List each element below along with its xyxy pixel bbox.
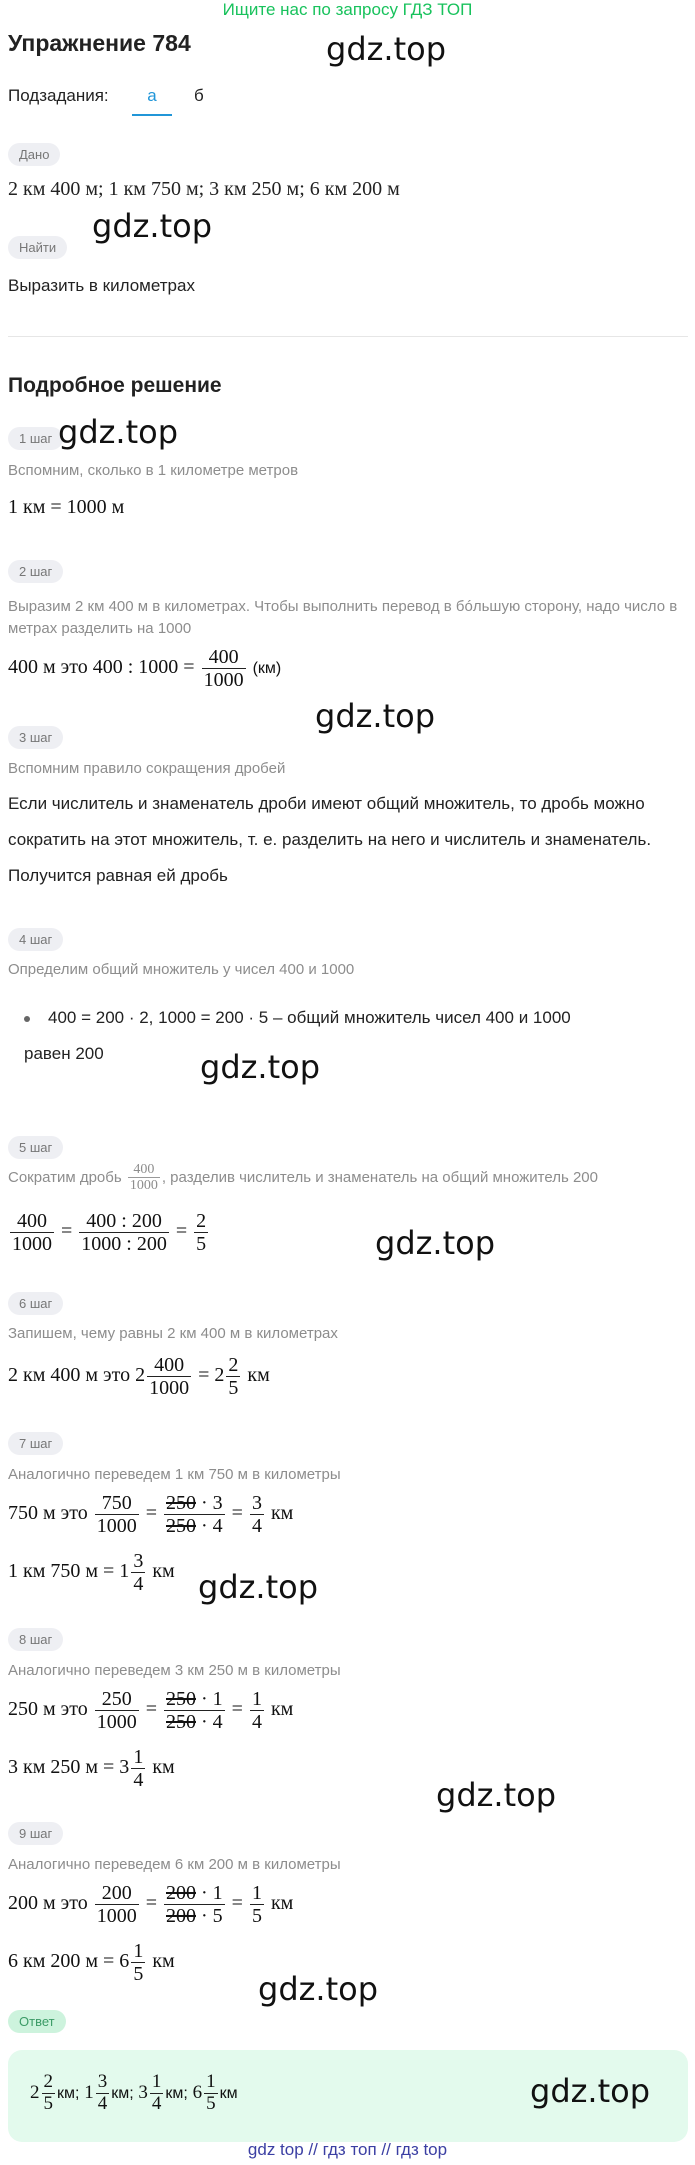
step-7-note: Аналогично переведем 1 км 750 м в километры (8, 1466, 341, 1483)
fraction-numerator (164, 1492, 225, 1515)
watermark: gdz.top (198, 1568, 319, 1606)
step-5-note-fraction (128, 1162, 160, 1194)
step-7-lead: 750 м это (8, 1502, 88, 1525)
struck-factor: 250 (166, 1711, 196, 1733)
fraction-denominator: 5 (251, 1905, 262, 1927)
step-8-lead: 250 м это (8, 1698, 88, 1721)
fraction-denominator: 5 (196, 1233, 207, 1255)
fraction-denominator: 4 (133, 1573, 144, 1595)
watermark: gdz.top (326, 30, 447, 68)
given-label: Дано (8, 143, 60, 166)
equals-sign: = (175, 1220, 188, 1243)
fraction-denominator: 1000 (96, 1905, 137, 1927)
fraction-numerator: 400 (147, 1354, 191, 1377)
fraction-denominator: 4 (97, 2092, 108, 2114)
step-5-note (8, 1162, 598, 1194)
struck-factor: 250 (166, 1688, 196, 1710)
fraction-denominator: 4 (251, 1711, 262, 1733)
fraction (42, 2072, 56, 2115)
watermark: gdz.top (375, 1224, 496, 1262)
fraction-numerator: 3 (97, 2071, 108, 2092)
answer-unit: км (219, 2084, 238, 2102)
equals-sign: = (231, 1502, 243, 1525)
factor: · 1 (196, 1688, 223, 1710)
fraction (147, 1354, 191, 1399)
fraction-numerator: 400 : 200 (79, 1210, 169, 1233)
factor: · 3 (196, 1492, 223, 1514)
fraction-numerator: 750 (95, 1492, 139, 1515)
step-5-note-start: Сократим дробь (8, 1168, 122, 1186)
fraction-denominator: 1000 (12, 1233, 52, 1255)
fraction-numerator: 1 (133, 1940, 144, 1962)
watermark: gdz.top (92, 207, 213, 245)
answer-whole: 1 (84, 2081, 94, 2103)
fraction (204, 2072, 218, 2115)
step-4-bullet-text: 400 = 200 · 2, 1000 = 200 · 5 – общий множитель чисел 400 и 1000 (48, 1008, 571, 1027)
unit: км (152, 1756, 175, 1779)
step-9-result (8, 1940, 175, 1985)
fraction (250, 1882, 264, 1927)
answer-whole: 2 (30, 2081, 40, 2103)
factor: · 4 (196, 1711, 223, 1733)
struck-factor: 250 (166, 1515, 196, 1537)
step-1-equation: 1 км = 1000 м (8, 496, 125, 518)
fraction-numerator: 1 (251, 1688, 262, 1710)
fraction-numerator: 400 (10, 1210, 54, 1233)
unit: км (152, 1560, 175, 1583)
fraction-numerator: 1 (133, 1746, 144, 1768)
fraction (164, 1882, 225, 1927)
unit: км (270, 1698, 294, 1721)
fraction-numerator: 400 (128, 1162, 160, 1178)
fraction (131, 1746, 145, 1791)
step-6-note: Запишем, чему равны 2 км 400 м в километрах (8, 1325, 338, 1342)
answer-unit: км; (57, 2084, 80, 2102)
step-9-label: 9 шаг (8, 1822, 63, 1845)
fraction-denominator: 4 (133, 1769, 144, 1791)
answer-unit: км; (165, 2084, 188, 2102)
step-2-equation (8, 646, 281, 691)
fraction-numerator: 1 (206, 2071, 216, 2092)
step-1-label: 1 шаг (8, 427, 63, 450)
fraction-denominator (164, 1711, 225, 1733)
fraction-numerator: 3 (133, 1550, 144, 1572)
search-banner: Ищите нас по запросу ГДЗ ТОП (222, 0, 473, 19)
answer-values (30, 2072, 238, 2115)
step-2-fraction (202, 646, 246, 691)
fraction-numerator (164, 1688, 225, 1711)
unit: км (247, 1364, 270, 1387)
step-5-label: 5 шаг (8, 1136, 63, 1159)
fraction-numerator: 2 (43, 2071, 53, 2092)
solution-title: Подробное решение (8, 374, 222, 397)
step-2-note: Выразим 2 км 400 м в километрах. Чтобы выполнить перевод в бóльшую сторону, надо число в метрах разделить на 1000 (8, 598, 678, 637)
fraction (95, 1492, 139, 1537)
step-3-rule: Если числитель и знаменатель дроби имеют общий множитель, то дробь можно сократить на этот множитель, т. е. разделить на него и числитель и знаменатель. Получится равная ей дробь (8, 794, 652, 885)
fraction (250, 1492, 264, 1537)
given-text: 2 км 400 м; 1 км 750 м; 3 км 250 м; 6 км 200 м (8, 178, 400, 200)
fraction (10, 1210, 54, 1255)
fraction-numerator: 200 (95, 1882, 139, 1905)
fraction-numerator: 250 (95, 1688, 139, 1711)
fraction-numerator: 3 (251, 1492, 262, 1514)
divider (8, 336, 688, 337)
fraction (150, 2072, 164, 2115)
step-3-label: 3 шаг (8, 726, 63, 749)
find-text: Выразить в километрах (8, 276, 195, 295)
watermark: gdz.top (530, 2072, 651, 2110)
factor: · 5 (196, 1905, 223, 1927)
subtasks-label: Подзадания: (8, 86, 109, 105)
tab-a[interactable]: а (147, 86, 157, 105)
tab-b[interactable]: б (194, 86, 204, 105)
fraction-denominator: 1000 (203, 669, 244, 691)
step-6-equation (8, 1354, 270, 1399)
fraction-denominator: 1000 (149, 1377, 190, 1399)
find-label: Найти (8, 236, 67, 259)
fraction-denominator: 1000 (96, 1711, 137, 1733)
fraction-denominator: 4 (251, 1515, 262, 1537)
step-9-note: Аналогично переведем 6 км 200 м в километры (8, 1856, 341, 1873)
unit: км (270, 1502, 294, 1525)
fraction-denominator: 1000 (129, 1178, 158, 1194)
page-title: Упражнение 784 (8, 30, 191, 56)
fraction (226, 1354, 240, 1399)
bullet-dot (24, 1016, 30, 1022)
step-9-equation (8, 1882, 293, 1927)
watermark: gdz.top (258, 1970, 379, 2008)
unit: км (152, 1950, 175, 1973)
fraction-numerator: 1 (151, 2071, 162, 2092)
answer-whole: 3 (138, 2081, 148, 2103)
step-4-label: 4 шаг (8, 928, 63, 951)
fraction (131, 1940, 145, 1985)
step-9-result-lead: 6 км 200 м = 6 (8, 1950, 130, 1973)
step-4-bullet (24, 1008, 571, 1028)
fraction (131, 1550, 145, 1595)
equals-sign: = (145, 1698, 157, 1721)
step-4-note: Определим общий множитель у чисел 400 и 1000 (8, 961, 355, 978)
step-8-result-lead: 3 км 250 м = 3 (8, 1756, 130, 1779)
watermark: gdz.top (436, 1776, 557, 1814)
step-2-lead: 400 м это 400 : 1000 = (8, 656, 195, 679)
equals-sign: = (231, 1892, 243, 1915)
step-8-label: 8 шаг (8, 1628, 63, 1651)
equals-sign: = (145, 1502, 157, 1525)
fraction-denominator: 5 (206, 2092, 216, 2114)
answer-unit: км; (111, 2084, 134, 2102)
footer-links[interactable]: gdz top // гдз топ // гдз top (247, 2140, 448, 2159)
fraction-numerator: 400 (202, 646, 246, 669)
active-tab-indicator (132, 114, 172, 116)
step-7-label: 7 шаг (8, 1432, 63, 1455)
fraction (96, 2072, 110, 2115)
fraction-denominator: 4 (151, 2092, 162, 2114)
step-4-bullet-cont: равен 200 (24, 1044, 104, 1063)
step-6-label: 6 шаг (8, 1292, 63, 1315)
step-9-lead: 200 м это (8, 1892, 88, 1915)
fraction (95, 1688, 139, 1733)
fraction-denominator: 5 (133, 1963, 144, 1985)
step-5-note-end: , разделив числитель и знаменатель на общий множитель 200 (161, 1168, 598, 1186)
step-7-result (8, 1550, 175, 1595)
fraction (95, 1882, 139, 1927)
fraction-denominator (164, 1515, 225, 1537)
step-2-unit: (км) (252, 660, 282, 678)
watermark: gdz.top (315, 697, 436, 735)
fraction (164, 1688, 225, 1733)
fraction (79, 1210, 169, 1255)
fraction-numerator: 1 (251, 1882, 262, 1904)
fraction-numerator: 2 (196, 1210, 207, 1232)
fraction-numerator (164, 1882, 225, 1905)
step-5-equation (8, 1210, 210, 1255)
struck-factor: 250 (166, 1492, 196, 1514)
step-8-result (8, 1746, 175, 1791)
fraction-denominator: 5 (43, 2092, 53, 2114)
answer-whole: 6 (192, 2081, 203, 2103)
watermark: gdz.top (200, 1048, 321, 1086)
fraction-denominator (164, 1905, 225, 1927)
step-7-result-lead: 1 км 750 м = 1 (8, 1560, 130, 1583)
factor: · 4 (196, 1515, 223, 1537)
step-8-equation (8, 1688, 293, 1733)
step-8-note: Аналогично переведем 3 км 250 м в километры (8, 1662, 341, 1679)
step-1-note: Вспомним, сколько в 1 километре метров (8, 462, 299, 479)
fraction (250, 1688, 264, 1733)
equals-sign: = (231, 1698, 243, 1721)
fraction-denominator: 1000 (96, 1515, 137, 1537)
answer-label: Ответ (8, 2010, 66, 2033)
step-2-label: 2 шаг (8, 560, 63, 583)
factor: · 1 (196, 1882, 223, 1904)
fraction (194, 1210, 208, 1255)
struck-factor: 200 (166, 1905, 196, 1927)
step-3-note: Вспомним правило сокращения дробей (8, 760, 286, 777)
fraction-numerator: 2 (228, 1354, 239, 1376)
struck-factor: 200 (166, 1882, 196, 1904)
fraction-denominator: 1000 : 200 (81, 1233, 167, 1255)
step-7-equation (8, 1492, 293, 1537)
fraction-denominator: 5 (228, 1377, 239, 1399)
unit: км (270, 1892, 294, 1915)
step-6-mid: = 2 (198, 1364, 225, 1387)
fraction (164, 1492, 225, 1537)
equals-sign: = (61, 1220, 73, 1243)
step-6-lead: 2 км 400 м это 2 (8, 1364, 146, 1387)
watermark: gdz.top (58, 413, 179, 451)
equals-sign: = (145, 1892, 157, 1915)
